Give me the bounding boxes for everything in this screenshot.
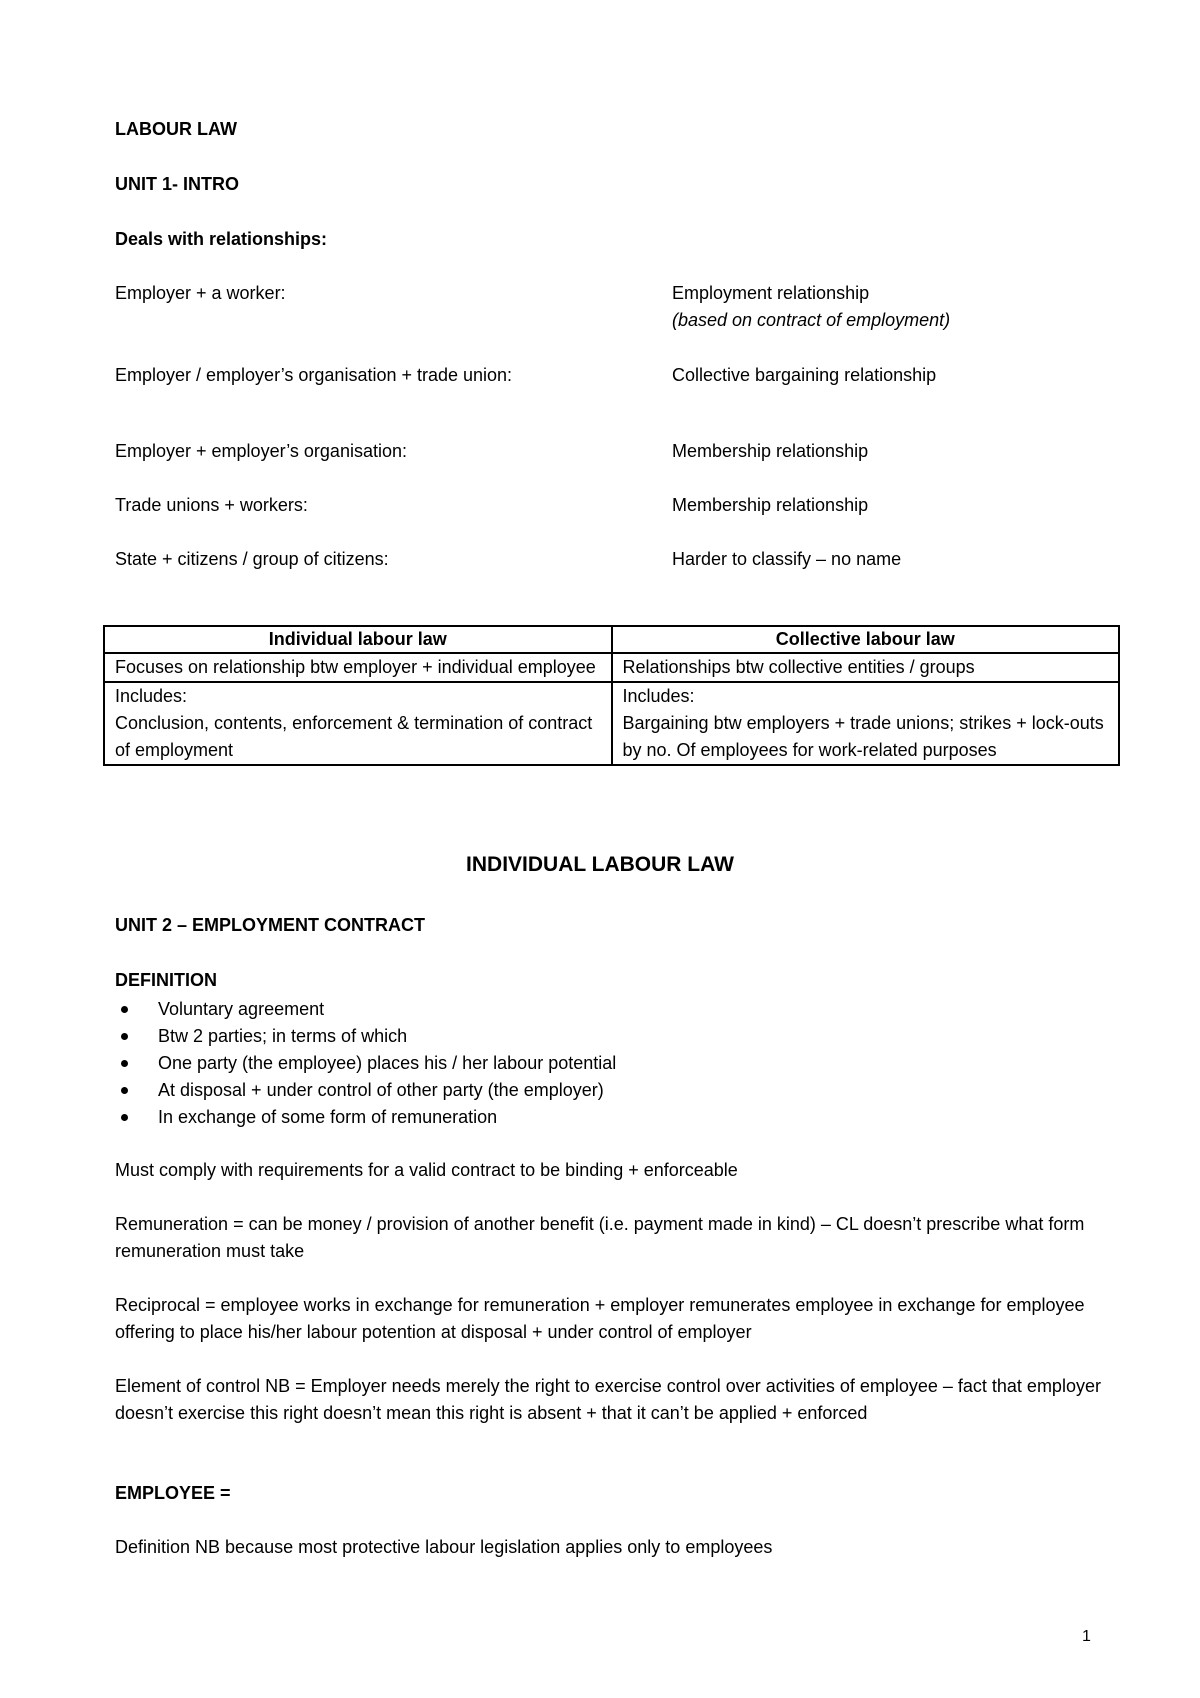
relationship-type: Collective bargaining relationship [672, 365, 937, 385]
list-item: In exchange of some form of remuneration [158, 1104, 616, 1131]
table-row [104, 682, 1119, 765]
remuneration-paragraph: Remuneration = can be money / provision of another benefit (i.e. payment made in kind) – CL doesn’t prescribe what form remuneration must take [115, 1214, 1085, 1261]
deals-heading: Deals with relationships: [115, 229, 328, 249]
reciprocal-paragraph: Reciprocal = employee works in exchange for remuneration + employer remunerates employee in exchange for employee offering to place his/her labour potention at disposal + under control of employer [115, 1295, 1085, 1342]
relationship-type: Harder to classify – no name [672, 549, 902, 569]
list-item: One party (the employee) places his / her labour potential [158, 1050, 616, 1077]
control-paragraph: Element of control NB = Employer needs merely the right to exercise control over activities of employee – fact that employer doesn’t exercise this right doesn’t mean this right is absent + that it can’t be applied + enforced [115, 1376, 1101, 1423]
definition-heading: DEFINITION [115, 970, 217, 990]
comply-paragraph: Must comply with requirements for a valid contract to be binding + enforceable [115, 1160, 738, 1180]
individual-header: Individual labour law [104, 626, 612, 653]
relationship-note: (based on contract of employment) [672, 310, 951, 330]
relationship-type: Membership relationship [672, 495, 869, 515]
list-item: At disposal + under control of other party (the employer) [158, 1077, 616, 1104]
collective-header: Collective labour law [612, 626, 1120, 653]
relationship-parties: Employer + employer’s organisation: [115, 441, 407, 461]
unit1-heading: UNIT 1- INTRO [115, 174, 239, 194]
relationship-type: Employment relationship [672, 283, 870, 303]
table-header-row [104, 626, 1119, 653]
list-item: Voluntary agreement [158, 996, 616, 1023]
course-title: LABOUR LAW [115, 119, 237, 139]
definition-list [158, 996, 616, 1131]
section-title: INDIVIDUAL LABOUR LAW [466, 853, 734, 876]
includes-text: Bargaining btw employers + trade unions; strikes + lock-outs by no. Of employees for work-related purposes [622, 713, 1104, 760]
list-item: Btw 2 parties; in terms of which [158, 1023, 616, 1050]
collective-focus-cell: Relationships btw collective entities / groups [612, 653, 1120, 682]
collective-includes-cell [612, 682, 1120, 765]
unit2-heading: UNIT 2 – EMPLOYMENT CONTRACT [115, 915, 426, 935]
individual-focus-cell: Focuses on relationship btw employer + individual employee [104, 653, 612, 682]
relationship-type: Membership relationship [672, 441, 869, 461]
relationship-parties: Employer + a worker: [115, 283, 286, 303]
table-row [104, 653, 1119, 682]
relationship-parties: Trade unions + workers: [115, 495, 308, 515]
includes-label: Includes: [622, 686, 695, 706]
definition-nb-paragraph: Definition NB because most protective labour legislation applies only to employees [115, 1537, 773, 1557]
employee-heading: EMPLOYEE = [115, 1483, 231, 1503]
includes-text: Conclusion, contents, enforcement & termination of contract of employment [115, 713, 593, 760]
page-number: 1 [1082, 1628, 1091, 1645]
relationship-parties: Employer / employer’s organisation + trade union: [115, 365, 513, 385]
includes-label: Includes: [115, 686, 188, 706]
relationship-parties: State + citizens / group of citizens: [115, 549, 389, 569]
comparison-table [103, 625, 1120, 766]
individual-includes-cell [104, 682, 612, 765]
